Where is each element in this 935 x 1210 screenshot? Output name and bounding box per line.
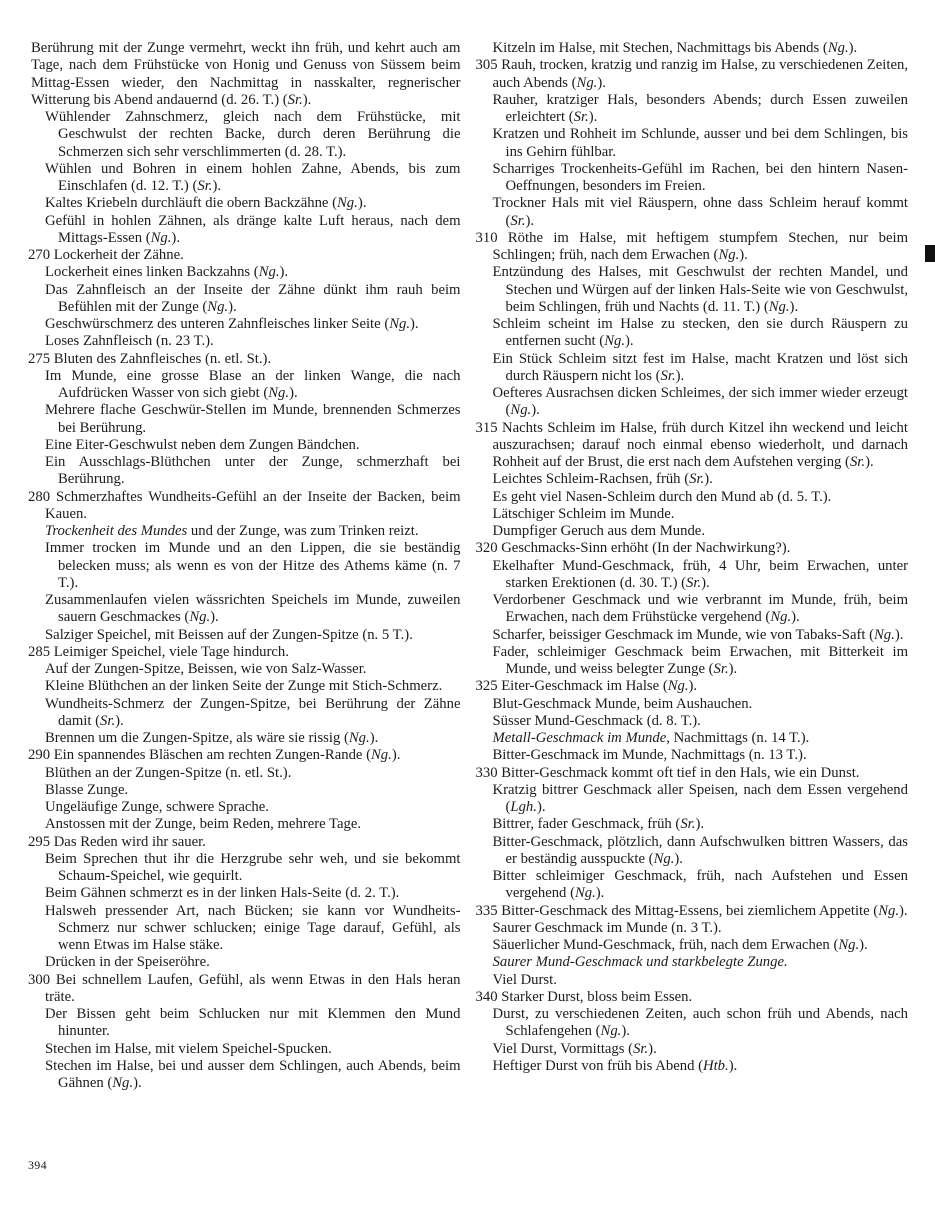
entry-number: 330	[475, 764, 502, 781]
entry-text: Es geht viel Nasen-Schleim durch den Mund ab (d. 5. T.).	[492, 488, 832, 505]
entry-text: ).	[595, 885, 605, 902]
entry	[476, 1041, 909, 1058]
entry	[476, 696, 909, 713]
entry-text: und der Zunge, was zum Trinken reizt.	[187, 523, 419, 539]
entry	[28, 816, 461, 833]
entry	[476, 92, 909, 127]
entry-text: ).	[597, 74, 606, 91]
entry-text: Kleine Blüthchen an der linken Seite der Zunge mit Stich-Schmerz.	[45, 678, 443, 695]
entry	[476, 730, 909, 747]
entry-text: ).	[894, 626, 904, 643]
entry	[28, 437, 461, 454]
entry-number: 280	[28, 488, 57, 505]
entry-text: ).	[525, 212, 535, 229]
entry-text: Scharriges Trockenheits-Gefühl im Rachen, bei den hintern Nasen-Oeffnungen, besonders im Freien.	[492, 160, 908, 194]
entry-text-italic: Sr.	[100, 712, 116, 729]
entry	[28, 661, 461, 678]
entry-text: Bittrer, fader Geschmack, früh (	[492, 816, 681, 833]
entry-text: Schmerzhaftes Wundheits-Gefühl an der Inseite der Backen, beim Kauen.	[45, 488, 461, 522]
entry-text: Entzündung des Halses, mit Geschwulst der rechten Mandel, und Stechen und Würgen auf der linken Hals-Seite wie von Geschwulst, beim Schlingen, früh und Nachts (d. 11. T.) (	[492, 264, 908, 315]
entry-text: Eine Eiter-Geschwulst neben dem Zungen Bändchen.	[45, 436, 360, 453]
entry-text-italic: Ng.	[371, 747, 392, 764]
entry-text: ).	[210, 609, 219, 626]
entry-text: Lockerheit der Zähne.	[53, 247, 184, 263]
entry-330	[476, 765, 909, 782]
entry-number: 325	[475, 678, 502, 695]
entry-275	[28, 351, 461, 368]
entry-text-italic: Ng.	[576, 74, 598, 91]
entry-text-italic: Trockenheit des Mundes	[45, 523, 188, 539]
entry	[28, 851, 461, 886]
entry-text: ).	[739, 247, 748, 263]
entry	[476, 385, 909, 420]
entry-text: ).	[133, 1075, 142, 1091]
entry-text-italic: Ng.	[337, 195, 358, 212]
entry-text: ).	[674, 850, 683, 867]
entry-text: Kitzeln im Halse, mit Stechen, Nachmittags bis Abends (	[492, 40, 828, 56]
entry-text: ).	[115, 712, 124, 729]
entry	[476, 747, 909, 764]
entry-text-italic: Ng.	[510, 402, 532, 419]
entry-text: ).	[688, 678, 698, 695]
entry	[476, 471, 909, 488]
entry-295	[28, 834, 461, 851]
entry	[476, 316, 909, 351]
entry-text: Ein Stück Schleim sitzt fest im Halse, macht Kratzen und löst sich durch Räuspern nicht los (	[492, 350, 908, 384]
entry-text: Salziger Speichel, mit Beissen auf der Zungen-Spitze (n. 5 T.).	[45, 626, 413, 643]
entry-text: Süsser Mund-Geschmack (d. 8. T.).	[492, 712, 701, 729]
entry-text-italic: Ng.	[348, 730, 370, 746]
entry	[28, 730, 461, 747]
entry-text: Loses Zahnfleisch (n. 23 T.).	[45, 333, 214, 350]
entry-text: Auf der Zungen-Spitze, Beissen, wie von Salz-Wasser.	[45, 661, 367, 677]
entry-text: ).	[588, 109, 598, 125]
entry-text: ).	[391, 747, 401, 764]
entry	[28, 213, 461, 248]
entry-number: 270	[28, 247, 54, 263]
entry	[28, 402, 461, 437]
entry-text: Rauh, trocken, kratzig und ranzig im Halse, zu verschiedenen Zeiten, auch Abends (	[492, 57, 908, 91]
entry-text-italic: Ng.	[389, 316, 411, 332]
entry-text: Kratzig bittrer Geschmack aller Speisen, nach dem Essen vergehend (	[492, 781, 908, 815]
entry	[28, 316, 461, 333]
entry	[476, 816, 909, 833]
entry-text-italic: Sr.	[197, 178, 213, 194]
entry-number: 310	[475, 229, 508, 246]
entry-text: Fader, schleimiger Geschmack beim Erwachen, mit Bitterkeit im Munde, und weiss belegter Zunge (	[492, 643, 908, 677]
entry	[28, 903, 461, 955]
entry	[476, 264, 909, 316]
entry	[476, 523, 909, 540]
entry	[28, 264, 461, 281]
entry-text: Ein Ausschlags-Blüthchen unter der Zunge, schmerzhaft bei Berührung.	[45, 454, 461, 488]
entry-text-italic: Metall-Geschmack im Munde	[492, 730, 667, 746]
entry-text: Scharfer, beissiger Geschmack im Munde, wie von Tabaks-Saft (	[492, 626, 875, 643]
entry-text: Blasse Zunge.	[45, 781, 129, 798]
entry-number: 320	[475, 540, 502, 557]
entry	[476, 489, 909, 506]
entry-text: ).	[410, 316, 419, 332]
entry-text: Gefühl in hohlen Zähnen, als dränge kalte Luft heraus, nach dem Mittags-Essen (	[45, 212, 461, 246]
entry-text: Viel Durst, Vormittags (	[492, 1040, 634, 1057]
entry-335	[476, 903, 909, 920]
entry-315	[476, 420, 909, 472]
entry-text: ).	[289, 385, 298, 401]
entry-text-italic: Ng.	[653, 850, 675, 867]
entry-text: ).	[228, 298, 237, 315]
entry-270	[28, 247, 461, 264]
entry-text-italic: Ng.	[878, 902, 899, 919]
entry-text: ).	[791, 609, 800, 626]
entry-320	[476, 540, 909, 557]
entry-text: ).	[899, 902, 908, 919]
entry-300	[28, 972, 461, 1007]
entry-number: 315	[475, 419, 503, 436]
entry-text: Stechen im Halse, mit vielem Speichel-Spucken.	[45, 1040, 332, 1057]
entry-text-italic: Sr.	[713, 661, 729, 677]
entry-text: Bitter-Geschmack, plötzlich, dann Aufschwulken bittren Wassers, das er beständig ausspuckte (	[492, 833, 908, 867]
entry-text: ).	[859, 937, 868, 953]
margin-mark	[925, 245, 935, 262]
entry-text: ).	[357, 195, 367, 212]
entry-text: Saurer Geschmack im Munde (n. 3 T.).	[492, 919, 722, 936]
entry-text: ).	[212, 178, 222, 194]
entry	[28, 282, 461, 317]
entry-text-italic: Ng.	[838, 937, 860, 953]
entry-number: 305	[475, 57, 502, 74]
entry-text-italic: Ng.	[718, 247, 740, 263]
entry-text: Heftiger Durst von früh bis Abend (	[492, 1057, 703, 1074]
entry	[476, 713, 909, 730]
entry-text: Ekelhafter Mund-Geschmack, früh, 4 Uhr, beim Erwachen, unter starken Erektionen (d. 30. T.) (	[492, 557, 908, 591]
entry-text-italic: Ng.	[768, 298, 790, 315]
page-number: 394	[28, 1158, 47, 1172]
entry-number: 275	[28, 350, 54, 367]
entry-text: ).	[648, 1040, 657, 1057]
entry-text: Leimiger Speichel, viele Tage hindurch.	[53, 643, 289, 660]
entry-text: Säuerlicher Mund-Geschmack, früh, nach dem Erwachen (	[492, 937, 839, 953]
entry-text-italic: Sr.	[680, 816, 696, 833]
entry-text-italic: Sr.	[633, 1040, 649, 1057]
entry	[28, 1058, 461, 1093]
entry-text: Starker Durst, bloss beim Essen.	[501, 988, 693, 1005]
entry-number: 335	[475, 902, 502, 919]
entry-number: 300	[28, 971, 56, 988]
entry-text-italic: Ng.	[268, 385, 290, 401]
entry-text: Durst, zu verschiedenen Zeiten, auch schon früh und Abends, nach Schlafengehen (	[492, 1006, 908, 1040]
column-left	[28, 40, 461, 1092]
entry-text: Bitter-Geschmack des Mittag-Essens, bei ziemlichem Appetite (	[501, 902, 879, 919]
entry-text: ).	[848, 40, 858, 56]
entry	[28, 1041, 461, 1058]
entry-text: Röthe im Halse, mit heftigem stumpfem Stechen, nur beim Schlingen; früh, nach dem Erwachen (	[492, 229, 908, 263]
entry	[476, 592, 909, 627]
entry	[28, 954, 461, 971]
entry-text: Brennen um die Zungen-Spitze, als wäre sie rissig (	[45, 730, 349, 746]
entry-text: Dumpfiger Geruch aus dem Munde.	[492, 523, 706, 539]
entry-text: Bitter-Geschmack kommt oft tief in den Hals, wie ein Dunst.	[501, 764, 860, 781]
entry	[476, 834, 909, 869]
entry-text: Wühlender Zahnschmerz, gleich nach dem Frühstücke, mit Geschwulst der rechten Backe, durch deren Berührung die Schmerzen sich sehr verschlimmerten (d. 28. T.).	[45, 109, 461, 160]
entry	[28, 161, 461, 196]
entry-text: Das Reden wird ihr sauer.	[53, 833, 206, 850]
entry-text: Bitter-Geschmack im Munde, Nachmittags (n. 13 T.).	[492, 747, 807, 764]
entry-text: Kaltes Kriebeln durchläuft die obern Backzähne (	[45, 195, 337, 212]
entry	[28, 1006, 461, 1041]
entry	[28, 885, 461, 902]
entry	[28, 333, 461, 350]
entry-text: Drücken in der Speiseröhre.	[45, 954, 210, 971]
entry-text: Geschmacks-Sinn erhöht (In der Nachwirkung?).	[501, 540, 791, 557]
entry-text: Blut-Geschmack Munde, beim Aushauchen.	[492, 695, 753, 712]
entry-285	[28, 644, 461, 661]
entry-text: Ungeläufige Zunge, schwere Sprache.	[45, 799, 269, 815]
entry-text-italic: Saurer Mund-Geschmack und starkbelegte Zunge.	[492, 954, 788, 971]
entry-text: Oefteres Ausrachsen dicken Schleimes, der sich immer wieder erzeugt (	[492, 385, 908, 419]
entry-text: , Nachmittags (n. 14 T.).	[666, 730, 810, 746]
entry-text: Anstossen mit der Zunge, beim Reden, mehrere Tage.	[45, 816, 362, 833]
entry-text-italic: Sr.	[573, 109, 589, 125]
entry	[476, 782, 909, 817]
entry-text: Nachts Schleim im Halse, früh durch Kitzel ihn weckend und leicht auszurachsen; darauf noch einmal ebenso wiederholt, und darnach Rohheit auf der Brust, die erst nach dem Aufstehen verging (	[492, 419, 908, 470]
entry-number: 285	[28, 643, 54, 660]
entry-text: Bluten des Zahnfleisches (n. etl. St.).	[53, 350, 272, 367]
entry-text: Stechen im Halse, bei und ausser dem Schlingen, auch Abends, beim Gähnen (	[45, 1057, 461, 1091]
entry-text: Kratzen und Rohheit im Schlunde, ausser und bei dem Schlingen, bis ins Gehirn fühlbar.	[492, 126, 908, 160]
entry-text: ).	[369, 730, 379, 746]
entry-text: ).	[789, 298, 799, 315]
entry-text: ).	[302, 91, 312, 108]
entry-number: 290	[28, 747, 54, 764]
entry	[476, 506, 909, 523]
entry-text: Verdorbener Geschmack und wie verbrannt im Munde, früh, beim Erwachen, nach dem Frühstücke vergehend (	[492, 592, 908, 626]
entry-text: ).	[728, 661, 738, 677]
entry	[28, 696, 461, 731]
entry-text-italic: Htb.	[702, 1057, 729, 1074]
entry-text: Beim Gähnen schmerzt es in der linken Hals-Seite (d. 2. T.).	[45, 885, 400, 902]
entry-text: Immer trocken im Munde und an den Lippen, die sie beständig belecken muss; als wenn es von der Hitze des Athems käme (n. 7 T.).	[45, 540, 461, 591]
entry-text: ).	[695, 816, 705, 833]
entry-text-italic: Ng.	[667, 678, 689, 695]
entry-text: ).	[701, 574, 710, 591]
entry	[476, 644, 909, 679]
entry-text: ).	[865, 454, 874, 470]
entry-text-italic: Sr.	[660, 367, 676, 384]
entry-text: Der Bissen geht beim Schlucken nur mit Klemmen den Mund hinunter.	[45, 1006, 461, 1040]
entry-text-italic: Lgh.	[510, 799, 537, 815]
entry	[476, 937, 909, 954]
entry-340	[476, 989, 909, 1006]
entry-text: ).	[625, 333, 634, 350]
entry-text: Rauher, kratziger Hals, besonders Abends; durch Essen zuweilen erleichtert (	[492, 91, 908, 125]
entry	[28, 40, 461, 109]
entry-text: Berührung mit der Zunge vermehrt, weckt ihn früh, und kehrt auch am Tage, nach dem Frühstücke von Honig und Genuss von Süssem beim Mittag-Essen wieder, den Nachmittag in nasskalter, regnerischer Witterung bis Abend andauernd (d. 26. T.) (	[31, 40, 461, 108]
entry-text-italic: Ng.	[604, 333, 626, 350]
entry	[476, 954, 909, 971]
entry-text: Ein spannendes Bläschen am rechten Zungen-Rande (	[53, 747, 372, 764]
entry-280	[28, 489, 461, 524]
entry	[28, 540, 461, 592]
entry-text-italic: Ng.	[207, 298, 229, 315]
entry-text: ).	[171, 229, 180, 246]
entry-text-italic: Sr.	[689, 471, 705, 488]
entry-text: Halsweh pressender Art, nach Bücken; sie kann vor Wundheits-Schmerz nur schwer schlucken; einige Tage darauf, Gefühl, als wenn Etwas im Halse stäke.	[45, 902, 461, 953]
entry-number: 340	[475, 988, 502, 1005]
entry-text-italic: Ng.	[258, 264, 280, 281]
entry-text: Im Munde, eine grosse Blase an der linken Wange, die nach Aufdrücken Wasser von sich giebt (	[45, 367, 461, 401]
entry-text: Lockerheit eines linken Backzahns (	[45, 264, 259, 281]
entry	[476, 351, 909, 386]
entry-text-italic: Sr.	[287, 91, 303, 108]
entry-text-italic: Ng.	[189, 609, 211, 626]
entry-text: Bei schnellem Laufen, Gefühl, als wenn Etwas in den Hals heran träte.	[45, 971, 461, 1005]
entry-text-italic: Ng.	[874, 626, 895, 643]
entry-text: ).	[675, 367, 685, 384]
entry	[28, 782, 461, 799]
entry-310	[476, 230, 909, 265]
entry-325	[476, 678, 909, 695]
entry-text-italic: Sr.	[510, 212, 526, 229]
entry-305	[476, 57, 909, 92]
entry	[476, 195, 909, 230]
entry	[28, 109, 461, 161]
entry-text: Wundheits-Schmerz der Zungen-Spitze, bei Berührung der Zähne damit (	[45, 695, 461, 729]
entry	[476, 161, 909, 196]
entry	[476, 126, 909, 161]
entry-text-italic: Sr.	[686, 574, 702, 591]
entry-text: ).	[279, 264, 289, 281]
entry-text: ).	[621, 1023, 630, 1040]
entry-text: Bitter schleimiger Geschmack, früh, nach Aufstehen und Essen vergehend (	[492, 868, 908, 902]
entry-text: Viel Durst.	[492, 971, 557, 988]
entry	[28, 523, 461, 540]
entry-text: Eiter-Geschmack im Halse (	[501, 678, 668, 695]
entry	[28, 765, 461, 782]
entry	[28, 799, 461, 816]
entry	[476, 972, 909, 989]
entry-text: Das Zahnfleisch an der Inseite der Zähne dünkt ihm rauh beim Befühlen mit der Zunge (	[45, 281, 461, 315]
entry-text: ).	[531, 402, 540, 419]
entry	[476, 558, 909, 593]
entry-text-italic: Ng.	[574, 885, 596, 902]
entry-text-italic: Ng.	[770, 609, 792, 626]
entry	[28, 195, 461, 212]
entry	[476, 1058, 909, 1075]
entry-text: Lätschiger Schleim im Munde.	[492, 505, 675, 522]
entry	[476, 627, 909, 644]
entry-text-italic: Sr.	[849, 454, 866, 470]
entry-text: Mehrere flache Geschwür-Stellen im Munde, brennenden Schmerzes bei Berührung.	[45, 402, 461, 436]
entry-text: ).	[728, 1057, 738, 1074]
entry-text: Wühlen und Bohren in einem hohlen Zahne, Abends, bis zum Einschlafen (d. 12. T.) (	[45, 160, 461, 194]
entry-text: Geschwürschmerz des unteren Zahnfleisches linker Seite (	[45, 316, 390, 332]
entry-text-italic: Ng.	[150, 229, 172, 246]
entry-text: ).	[704, 471, 713, 488]
entry	[476, 920, 909, 937]
entry	[476, 868, 909, 903]
entry	[28, 368, 461, 403]
entry-text: Trockner Hals mit viel Räuspern, ohne dass Schleim herauf kommt (	[492, 195, 908, 229]
column-right	[476, 40, 909, 1092]
entry-text: ).	[536, 799, 546, 815]
entry	[476, 1006, 909, 1041]
entry-text: Beim Sprechen thut ihr die Herzgrube sehr weh, und sie bekommt Schaum-Speichel, wie gequirlt.	[45, 850, 461, 884]
entry-text: Blüthen an der Zungen-Spitze (n. etl. St.).	[45, 764, 292, 781]
entry	[28, 592, 461, 627]
entry-text: Schleim scheint im Halse zu stecken, den sie durch Räuspern zu entfernen sucht (	[492, 316, 908, 350]
entry	[28, 678, 461, 695]
entry	[28, 627, 461, 644]
entry-text: Leichtes Schleim-Rachsen, früh (	[492, 471, 690, 488]
entry	[28, 454, 461, 489]
entry-text-italic: Ng.	[112, 1075, 134, 1091]
entry-text: Zusammenlaufen vielen wässrichten Speichels im Munde, zuweilen sauern Geschmackes (	[45, 592, 461, 626]
entry-text-italic: Ng.	[600, 1023, 622, 1040]
entry-290	[28, 747, 461, 764]
entry-text-italic: Ng.	[827, 40, 849, 56]
entry-number: 295	[28, 833, 54, 850]
entry	[476, 40, 909, 57]
